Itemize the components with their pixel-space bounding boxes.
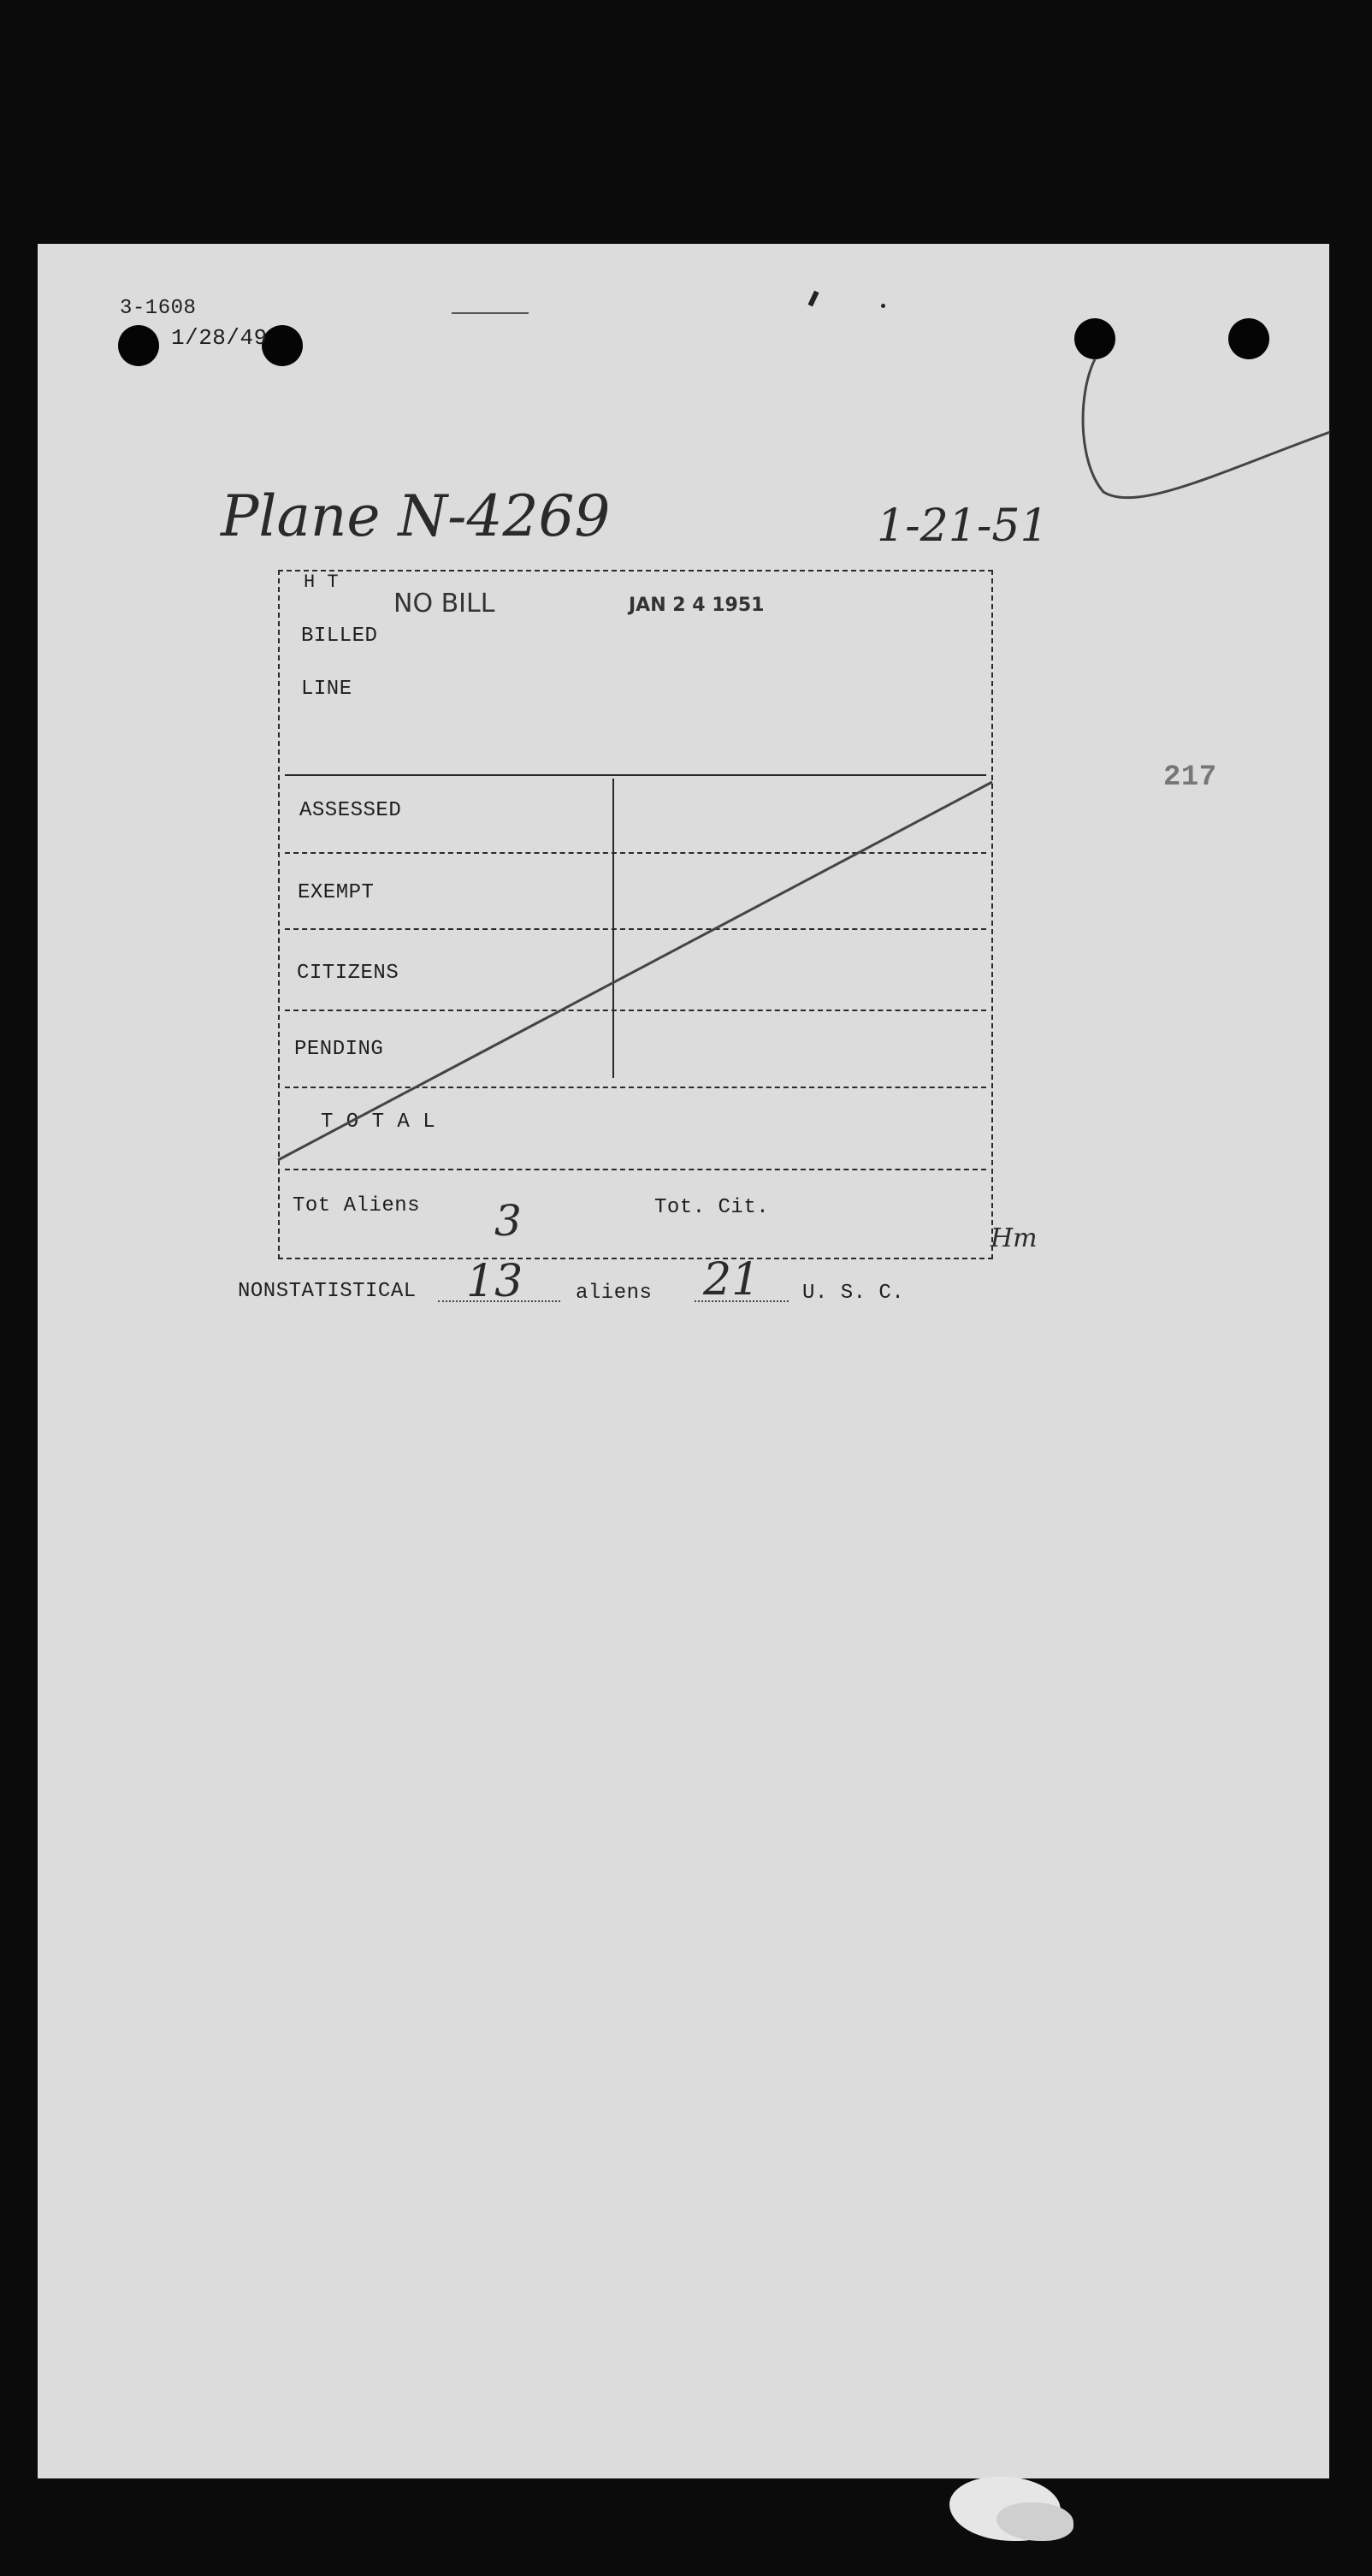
form-row-divider: [285, 1169, 986, 1170]
diagonal-strike-line: [274, 774, 1001, 1168]
nonstatistical-aliens-value: 13: [466, 1256, 523, 1307]
nonstatistical-usc-value: 21: [703, 1254, 760, 1306]
nonstatistical-aliens-label: aliens: [576, 1282, 653, 1305]
nonstatistical-usc-label: U. S. C.: [802, 1282, 905, 1305]
document-page: [38, 244, 1329, 2478]
ink-mark: [881, 304, 885, 308]
form-bottom-border: [278, 1258, 993, 1259]
billed-label: BILLED: [301, 625, 378, 648]
form-top-border: [278, 570, 993, 571]
aliens-blank-line: [438, 1300, 560, 1302]
tot-aliens-label: Tot Aliens: [293, 1194, 421, 1217]
initials: Hm: [991, 1223, 1038, 1253]
citizens-label: CITIZENS: [297, 962, 399, 985]
ht-label: H T: [304, 571, 340, 593]
punch-hole-left-2: [262, 325, 303, 366]
assessed-label: ASSESSED: [299, 799, 402, 822]
total-label: T O T A L: [321, 1110, 436, 1134]
line-label: LINE: [301, 678, 352, 701]
pending-label: PENDING: [294, 1038, 384, 1061]
punch-hole-left-1: [118, 325, 159, 366]
no-bill-stamp: NO BILL: [393, 589, 495, 619]
usc-blank-line: [695, 1300, 789, 1302]
handwritten-title: Plane N-4269: [221, 483, 611, 549]
tot-cit-label: Tot. Cit.: [654, 1196, 770, 1219]
side-number: 217: [1163, 761, 1217, 794]
handwritten-date: 1-21-51: [877, 500, 1049, 552]
exempt-label: EXEMPT: [298, 881, 375, 904]
nonstatistical-label: NONSTATISTICAL: [238, 1280, 417, 1303]
file-number: 3-1608: [120, 297, 197, 320]
file-date: 1/28/49: [171, 325, 268, 351]
date-stamp: JAN 2 4 1951: [629, 595, 765, 616]
handwritten-curve: [1069, 342, 1343, 513]
ink-mark: [452, 312, 529, 314]
tot-aliens-value: 3: [494, 1196, 522, 1246]
